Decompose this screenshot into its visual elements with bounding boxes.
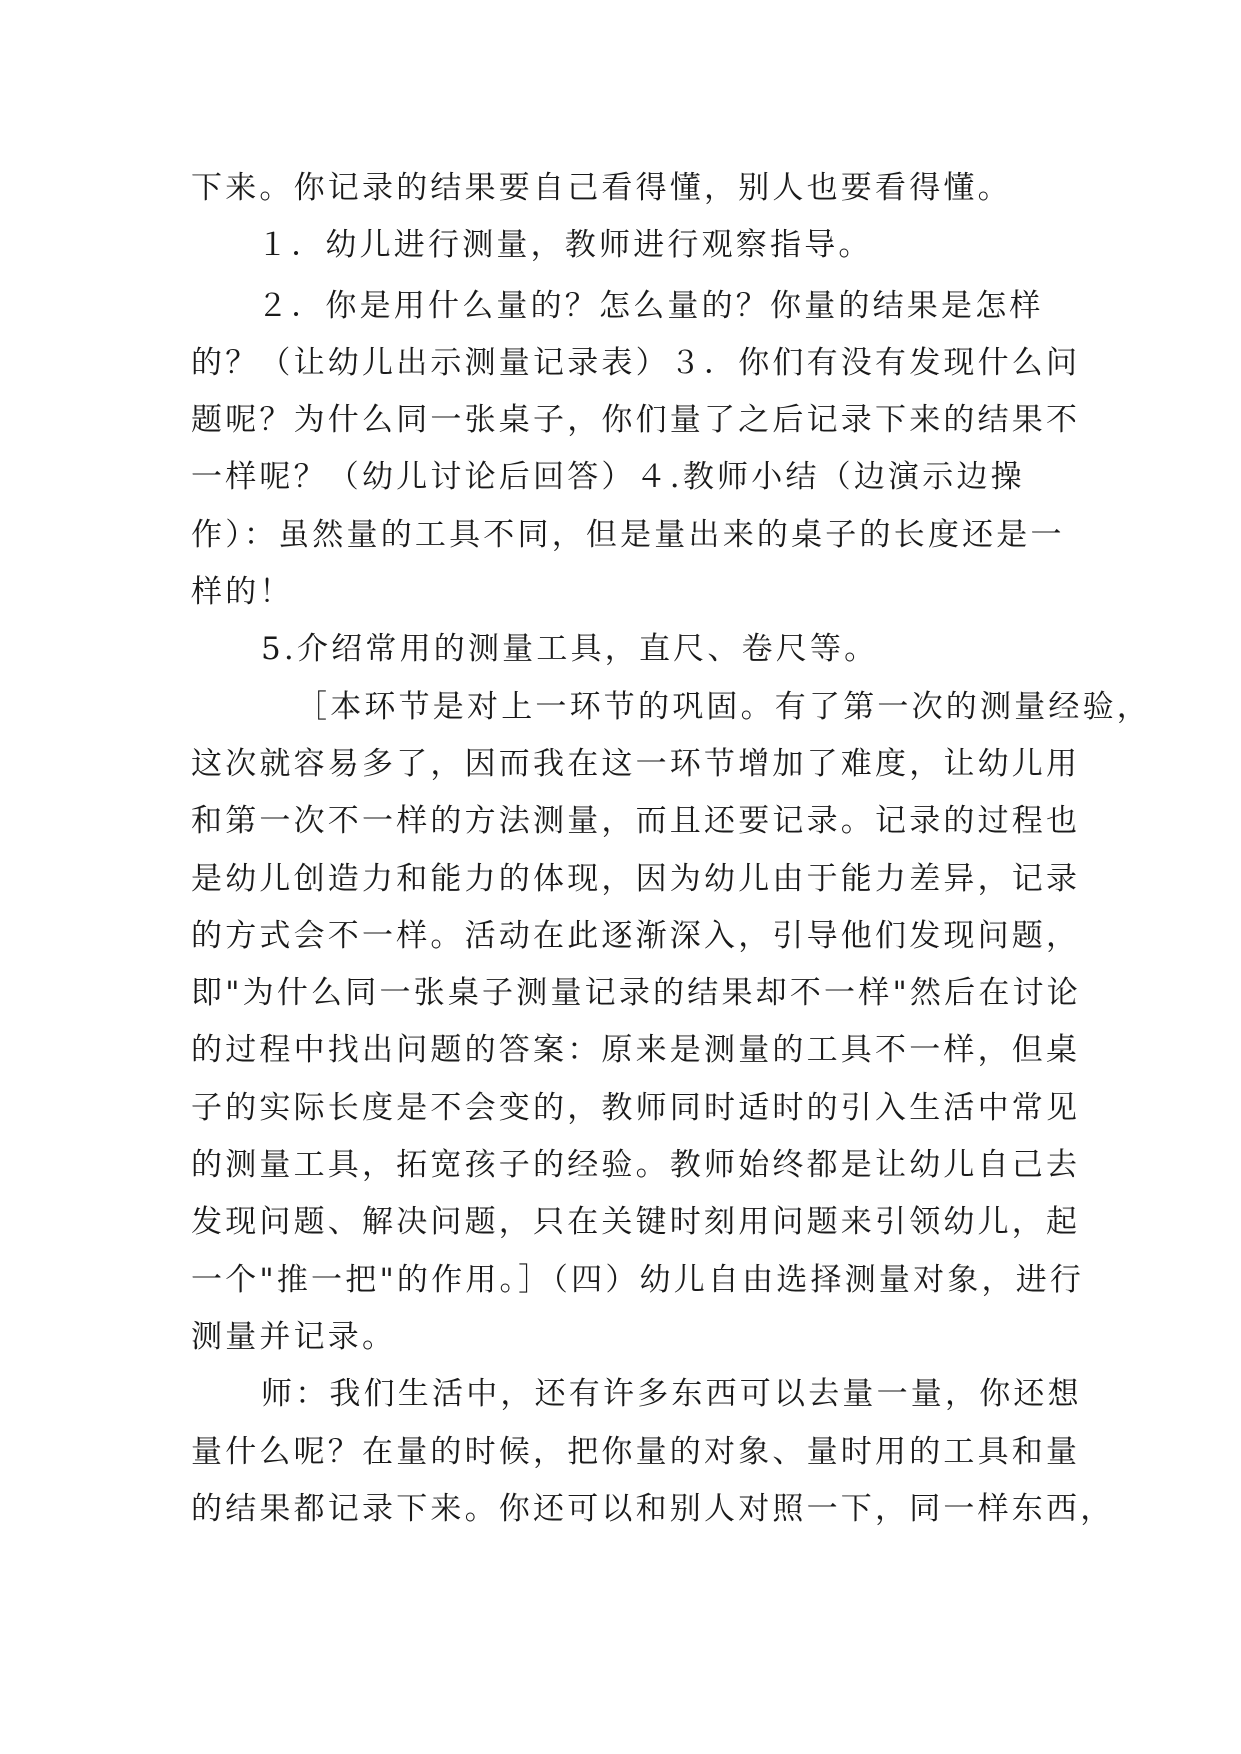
commentary-line: 是幼儿创造力和能力的体现，因为幼儿由于能力差异，记录 [191,860,1081,897]
commentary-line: 这次就容易多了，因而我在这一环节增加了难度，让幼儿用 [191,745,1081,782]
commentary-line: 子的实际长度是不会变的，教师同时适时的引入生活中常见 [191,1089,1081,1126]
commentary-line: 即"为什么同一张桌子测量记录的结果却不一样"然后在讨论 [191,975,1081,1012]
list-item-line: 5.介绍常用的测量工具，直尺、卷尺等。 [261,631,879,668]
dialogue-line: 的结果都记录下来。你还可以和别人对照一下，同一样东西， [191,1490,1115,1527]
paragraph-line: 的？（让幼儿出示测量记录表）３．你们有没有发现什么问 [191,344,1081,381]
commentary-line: 的过程中找出问题的答案：原来是测量的工具不一样，但桌 [191,1032,1081,1069]
paragraph-line: 样的！ [191,574,294,611]
commentary-line: 的测量工具，拓宽孩子的经验。教师始终都是让幼儿自己去 [191,1147,1081,1184]
paragraph-line: 一样呢？（幼儿讨论后回答）４.教师小结（边演示边操 [191,459,1025,496]
commentary-line: ［本环节是对上一环节的巩固。有了第一次的测量经验， [296,688,1151,725]
commentary-line: 的方式会不一样。活动在此逐渐深入，引导他们发现问题， [191,917,1081,954]
paragraph-line: 题呢？为什么同一张桌子，你们量了之后记录下来的结果不 [191,402,1081,439]
dialogue-line: 量什么呢？在量的时候，把你量的对象、量时用的工具和量 [191,1433,1081,1470]
dialogue-line: 师：我们生活中，还有许多东西可以去量一量，你还想 [261,1376,1082,1413]
commentary-line: 一个"推一把"的作用。］（四）幼儿自由选择测量对象，进行 [191,1261,1085,1298]
commentary-line: 和第一次不一样的方法测量，而且还要记录。记录的过程也 [191,803,1081,840]
list-item-line: １．幼儿进行测量，教师进行观察指导。 [257,227,873,264]
paragraph-line: 作）：虽然量的工具不同，但是量出来的桌子的长度还是一 [191,516,1065,553]
paragraph-line: 下来。你记录的结果要自己看得懂，别人也要看得懂。 [191,170,1012,206]
document-body [191,160,1151,1538]
list-item-line: ２．你是用什么量的？怎么量的？你量的结果是怎样 [257,287,1044,324]
commentary-line: 发现问题、解决问题，只在关键时刻用问题来引领幼儿，起 [191,1204,1081,1241]
paragraph-line: 测量并记录。 [191,1318,397,1355]
